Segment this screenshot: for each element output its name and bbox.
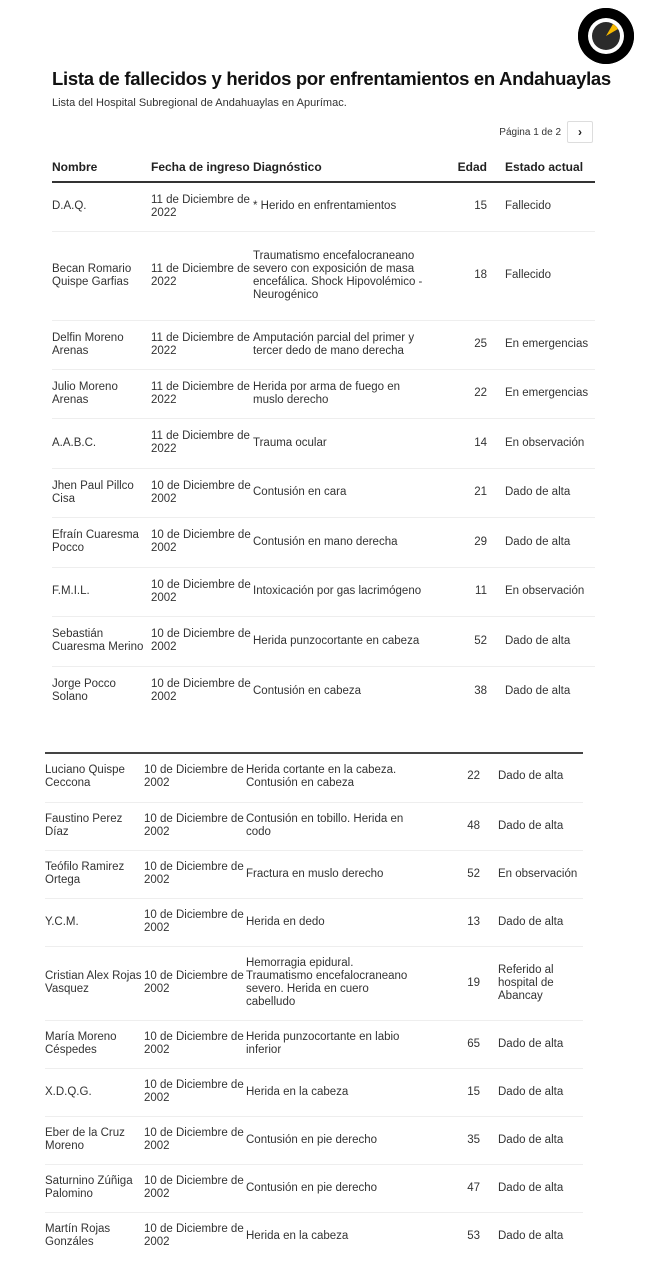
cell-estado: Dado de alta (505, 616, 595, 666)
cell-fecha: 10 de Diciembre de 2002 (151, 468, 253, 517)
cell-estado: Dado de alta (498, 898, 583, 946)
cell-edad: 15 (416, 1068, 498, 1116)
page-subtitle: Lista del Hospital Subregional de Andahuaylas en Apurímac. (52, 97, 347, 109)
table-row (52, 418, 595, 468)
cell-nombre: Eber de la Cruz Moreno (45, 1116, 144, 1164)
cell-fecha: 11 de Diciembre de 2022 (151, 182, 253, 231)
table-row (52, 517, 595, 567)
casualties-table-continued (45, 752, 583, 1260)
cell-nombre: Sebastián Cuaresma Merino (52, 616, 151, 666)
table-row (52, 369, 595, 418)
cell-nombre: Faustino Perez Díaz (45, 802, 144, 850)
cell-estado: En emergencias (505, 320, 595, 369)
cell-nombre: Becan Romario Quispe Garfias (52, 231, 151, 320)
cell-edad: 14 (423, 418, 505, 468)
cell-nombre: Martín Rojas Gonzáles (45, 1223, 111, 1249)
column-header-nombre: Nombre (52, 160, 151, 182)
cell-edad: 38 (474, 684, 487, 697)
cell-edad: 47 (416, 1164, 498, 1212)
cell-estado: En observación (498, 850, 583, 898)
cell-edad: 35 (416, 1116, 498, 1164)
cell-edad: 53 (467, 1229, 480, 1242)
table-row (45, 1068, 583, 1116)
cell-estado: Dado de alta (498, 752, 583, 802)
cell-fecha: 11 de Diciembre de 2022 (151, 320, 253, 369)
cell-fecha: 10 de Diciembre de 2002 (144, 1164, 246, 1212)
cell-edad: 29 (423, 517, 505, 567)
cell-estado: Dado de alta (498, 1068, 583, 1116)
table-row (52, 616, 595, 666)
cell-diagnostico: * Herido en enfrentamientos (253, 182, 423, 231)
cell-nombre: D.A.Q. (52, 182, 151, 231)
cell-edad: 19 (416, 946, 498, 1020)
cell-estado: Dado de alta (498, 802, 583, 850)
cell-diagnostico: Contusión en pie derecho (246, 1164, 416, 1212)
cell-nombre: Julio Moreno Arenas (52, 369, 151, 418)
cell-nombre: Jorge Pocco Solano (52, 678, 116, 704)
cell-diagnostico: Herida punzocortante en cabeza (253, 616, 423, 666)
cell-nombre: Teófilo Ramirez Ortega (45, 850, 144, 898)
cell-diagnostico: Amputación parcial del primer y tercer dedo de mano derecha (253, 320, 423, 369)
cell-estado: Fallecido (505, 231, 595, 320)
cell-fecha: 11 de Diciembre de 2022 (151, 418, 253, 468)
gauge-logo-icon[interactable] (578, 8, 634, 64)
cell-edad: 13 (416, 898, 498, 946)
cell-diagnostico: Trauma ocular (253, 418, 423, 468)
cell-nombre: A.A.B.C. (52, 418, 151, 468)
cell-fecha: 10 de Diciembre de 2002 (151, 616, 253, 666)
table-header-row (52, 160, 595, 182)
cell-estado: Dado de alta (505, 684, 571, 697)
cell-estado: Dado de alta (498, 1116, 583, 1164)
cell-edad: 48 (416, 802, 498, 850)
cell-diagnostico: Intoxicación por gas lacrimógeno (253, 567, 423, 616)
cell-fecha: 10 de Diciembre de 2002 (144, 752, 246, 802)
table-row (52, 320, 595, 369)
casualties-table (52, 160, 595, 716)
cell-estado: En observación (505, 567, 595, 616)
table-row (45, 1116, 583, 1164)
cell-diagnostico: Herida por arma de fuego en muslo derecho (253, 369, 423, 418)
cell-diagnostico: Herida punzocortante en labio inferior (246, 1020, 416, 1068)
table-row (45, 1164, 583, 1212)
cell-nombre: Jhen Paul Pillco Cisa (52, 468, 151, 517)
table-row (45, 1020, 583, 1068)
next-page-button[interactable] (567, 121, 593, 143)
cell-fecha: 10 de Diciembre de 2002 (144, 898, 246, 946)
table-row (45, 850, 583, 898)
cell-edad: 25 (423, 320, 505, 369)
cell-fecha: 10 de Diciembre de 2002 (144, 850, 246, 898)
cell-estado: Dado de alta (505, 517, 595, 567)
cell-diagnostico: Contusión en mano derecha (253, 517, 423, 567)
column-header-estado: Estado actual (505, 160, 595, 182)
page-indicator: Página 1 de 2 (499, 126, 561, 138)
cell-edad: 22 (416, 752, 498, 802)
pagination (499, 121, 593, 143)
cell-fecha: 10 de Diciembre de 2002 (144, 1223, 244, 1249)
table-row (52, 182, 595, 231)
cell-diagnostico: Herida en la cabeza (246, 1068, 416, 1116)
cell-estado: En emergencias (505, 369, 595, 418)
cell-edad: 52 (416, 850, 498, 898)
cell-nombre: F.M.I.L. (52, 567, 151, 616)
table-row (52, 231, 595, 320)
cell-estado: Dado de alta (498, 1020, 583, 1068)
cell-nombre: Delfin Moreno Arenas (52, 320, 151, 369)
cell-fecha: 11 de Diciembre de 2022 (151, 231, 253, 320)
cell-diagnostico: Contusión en tobillo. Herida en codo (246, 802, 416, 850)
cell-edad: 65 (416, 1020, 498, 1068)
cell-fecha: 10 de Diciembre de 2002 (151, 517, 253, 567)
cell-fecha: 10 de Diciembre de 2002 (144, 1068, 246, 1116)
column-header-fecha: Fecha de ingreso (151, 160, 253, 182)
cell-nombre: Y.C.M. (45, 898, 144, 946)
cell-diagnostico: Contusión en cabeza (253, 684, 362, 697)
cell-diagnostico: Hemorragia epidural. Traumatismo encefalocraneano severo. Herida en cuero cabelludo (246, 946, 416, 1020)
cell-diagnostico: Herida en dedo (246, 898, 416, 946)
table-row (45, 752, 583, 802)
cell-fecha: 10 de Diciembre de 2002 (144, 1116, 246, 1164)
cell-diagnostico: Herida en la cabeza (246, 1229, 349, 1242)
table-row (45, 898, 583, 946)
table-row (52, 468, 595, 517)
column-header-edad: Edad (423, 160, 505, 182)
cell-diagnostico: Contusión en pie derecho (246, 1116, 416, 1164)
cell-edad: 18 (423, 231, 505, 320)
cell-nombre: Luciano Quispe Ceccona (45, 752, 144, 802)
cell-estado: Dado de alta (498, 1164, 583, 1212)
cell-fecha: 10 de Diciembre de 2002 (144, 1020, 246, 1068)
cell-edad: 22 (423, 369, 505, 418)
cell-fecha: 11 de Diciembre de 2022 (151, 369, 253, 418)
table-row (45, 1212, 583, 1260)
table-row (52, 567, 595, 616)
cell-estado: Dado de alta (505, 468, 595, 517)
cell-diagnostico: Herida cortante en la cabeza. Contusión en cabeza (246, 752, 416, 802)
page-title: Lista de fallecidos y heridos por enfrentamientos en Andahuaylas (52, 68, 611, 89)
cell-fecha: 10 de Diciembre de 2002 (144, 802, 246, 850)
cell-fecha: 10 de Diciembre de 2002 (151, 678, 251, 704)
cell-estado: En observación (505, 418, 595, 468)
cell-nombre: X.D.Q.G. (45, 1068, 144, 1116)
cell-estado: Referido al hospital de Abancay (498, 946, 583, 1020)
cell-nombre: Cristian Alex Rojas Vasquez (45, 946, 144, 1020)
table-row (45, 802, 583, 850)
table-row (45, 946, 583, 1020)
table-row (52, 666, 595, 716)
cell-nombre: Saturnino Zúñiga Palomino (45, 1164, 144, 1212)
chevron-right-icon: › (578, 125, 582, 139)
cell-diagnostico: Fractura en muslo derecho (246, 850, 416, 898)
cell-nombre: Efraín Cuaresma Pocco (52, 517, 151, 567)
cell-diagnostico: Contusión en cara (253, 468, 423, 517)
cell-estado: Fallecido (505, 182, 595, 231)
column-header-diagnostico: Diagnóstico (253, 160, 423, 182)
cell-nombre: María Moreno Céspedes (45, 1020, 144, 1068)
cell-diagnostico: Traumatismo encefalocraneano severo con exposición de masa encefálica. Shock Hipovolémico - Neurogénico (253, 231, 423, 320)
cell-fecha: 10 de Diciembre de 2002 (151, 567, 253, 616)
cell-estado: Dado de alta (498, 1229, 564, 1242)
cell-edad: 21 (423, 468, 505, 517)
cell-edad: 52 (423, 616, 505, 666)
cell-edad: 15 (423, 182, 505, 231)
cell-edad: 11 (423, 567, 505, 616)
cell-fecha: 10 de Diciembre de 2002 (144, 946, 246, 1020)
